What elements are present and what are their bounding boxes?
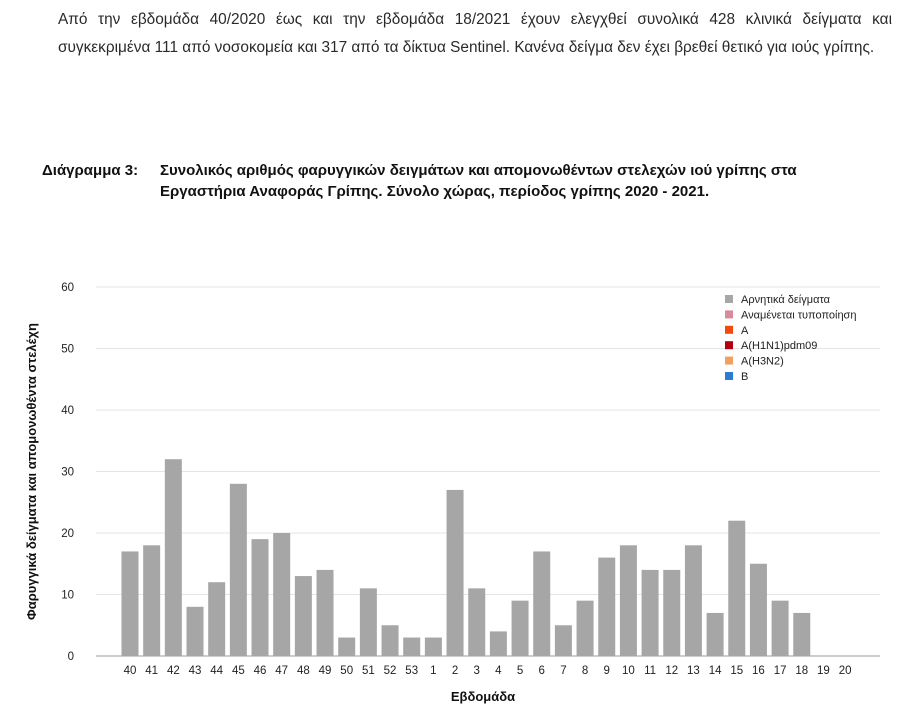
bar xyxy=(555,625,572,656)
y-tick-label: 40 xyxy=(61,405,74,417)
bar xyxy=(468,588,485,656)
bar xyxy=(728,521,745,656)
legend-label: A(H1N1)pdm09 xyxy=(741,340,818,353)
caption-text: Συνολικός αριθμός φαρυγγικών δειγμάτων και απομονωθέντων στελεχών ιού γρίπης στα Εργαστήρια Αναφοράς Γρίπης. Σύνολο χώρας, περίοδος γρίπης 2020 - 2021. xyxy=(160,162,797,200)
x-tick-label: 8 xyxy=(581,665,589,677)
bar xyxy=(143,545,160,656)
bar xyxy=(317,570,334,656)
legend-label: A(H3N2) xyxy=(741,355,784,368)
bar xyxy=(577,601,594,656)
legend-swatch xyxy=(725,357,733,365)
x-tick-label: 1 xyxy=(430,665,437,677)
legend xyxy=(725,294,856,383)
legend-label: B xyxy=(741,371,749,383)
bar xyxy=(230,484,247,656)
bar xyxy=(403,638,420,656)
bar xyxy=(295,576,312,656)
legend-swatch xyxy=(725,372,733,380)
x-tick-label: 9 xyxy=(603,665,610,677)
x-tick-label: 19 xyxy=(817,665,830,677)
x-tick-label: 15 xyxy=(730,665,744,677)
x-tick-label: 14 xyxy=(708,665,722,677)
bar xyxy=(252,539,269,656)
bar xyxy=(598,558,615,656)
bar xyxy=(208,582,225,656)
bar xyxy=(122,551,139,656)
x-tick-label: 41 xyxy=(145,665,159,677)
bar xyxy=(642,570,659,656)
legend-label: A xyxy=(741,324,749,337)
legend-label: Αναμένεται τυποποίηση xyxy=(741,309,857,322)
bar xyxy=(447,490,464,656)
bar xyxy=(273,533,290,656)
bar xyxy=(533,551,550,656)
legend-label: Αρνητικά δείγματα xyxy=(741,294,830,306)
x-tick-label: 40 xyxy=(123,665,137,677)
y-axis-title: Φαρυγγικά δείγματα και απομονωθέντα στελέχη xyxy=(24,323,39,620)
bar xyxy=(165,459,182,656)
bar xyxy=(685,545,702,656)
legend-swatch xyxy=(725,326,733,334)
legend-swatch xyxy=(725,295,733,303)
y-tick-label: 60 xyxy=(61,282,74,294)
legend-swatch xyxy=(725,341,733,349)
bar xyxy=(382,625,399,656)
intro-paragraph: Από την εβδομάδα 40/2020 έως και την εβδομάδα 18/2021 έχουν ελεγχθεί συνολικά 428 κλινικά δείγματα και συγκεκριμένα 111 από νοσοκομεία και 317 από τα δίκτυα Sentinel. Κανένα δείγμα δεν έχει βρεθεί θετικό για ιούς γρίπης. xyxy=(58,11,892,56)
x-tick-label: 50 xyxy=(340,665,354,677)
x-tick-label: 10 xyxy=(622,665,635,677)
bar xyxy=(512,601,529,656)
bar xyxy=(620,545,637,656)
x-tick-label: 17 xyxy=(773,665,787,677)
x-tick-label: 2 xyxy=(451,665,459,677)
x-tick-label: 47 xyxy=(275,665,289,677)
x-tick-label: 13 xyxy=(687,665,700,677)
y-tick-label: 10 xyxy=(61,589,74,602)
x-tick-label: 12 xyxy=(665,665,679,677)
bar xyxy=(663,570,680,656)
bar xyxy=(793,613,810,656)
bar xyxy=(707,613,724,656)
x-tick-label: 4 xyxy=(495,665,502,677)
x-tick-label: 3 xyxy=(473,665,480,677)
x-tick-label: 7 xyxy=(560,665,567,677)
x-tick-label: 6 xyxy=(538,665,545,677)
x-axis-ticks xyxy=(124,665,852,677)
bar xyxy=(187,607,204,656)
y-tick-label: 50 xyxy=(61,343,74,356)
x-tick-label: 20 xyxy=(838,665,852,677)
legend-swatch xyxy=(725,310,733,318)
x-tick-label: 18 xyxy=(795,665,809,677)
bar-chart xyxy=(0,270,904,717)
x-tick-label: 51 xyxy=(361,665,375,677)
y-tick-label: 30 xyxy=(61,466,74,479)
bar xyxy=(750,564,767,656)
x-tick-label: 11 xyxy=(644,665,657,677)
x-tick-label: 42 xyxy=(166,665,180,677)
x-tick-label: 16 xyxy=(752,665,765,677)
x-axis-title: Εβδομάδα xyxy=(450,689,516,704)
caption-label: Διάγραμμα 3: xyxy=(42,162,139,179)
x-tick-label: 48 xyxy=(296,665,310,677)
bar xyxy=(772,601,789,656)
y-tick-label: 0 xyxy=(67,651,74,663)
x-tick-label: 43 xyxy=(188,665,202,677)
x-tick-label: 53 xyxy=(405,665,419,677)
x-tick-label: 52 xyxy=(383,665,397,677)
bar xyxy=(338,638,355,656)
bar xyxy=(360,588,377,656)
x-tick-label: 45 xyxy=(231,665,245,677)
bar xyxy=(490,631,507,656)
x-tick-label: 49 xyxy=(318,665,332,677)
bar xyxy=(425,638,442,656)
y-axis-ticks xyxy=(61,282,74,663)
x-tick-label: 46 xyxy=(253,665,267,677)
bars xyxy=(122,459,811,656)
x-tick-label: 44 xyxy=(210,665,224,677)
y-tick-label: 20 xyxy=(61,528,74,540)
x-tick-label: 5 xyxy=(516,665,524,677)
